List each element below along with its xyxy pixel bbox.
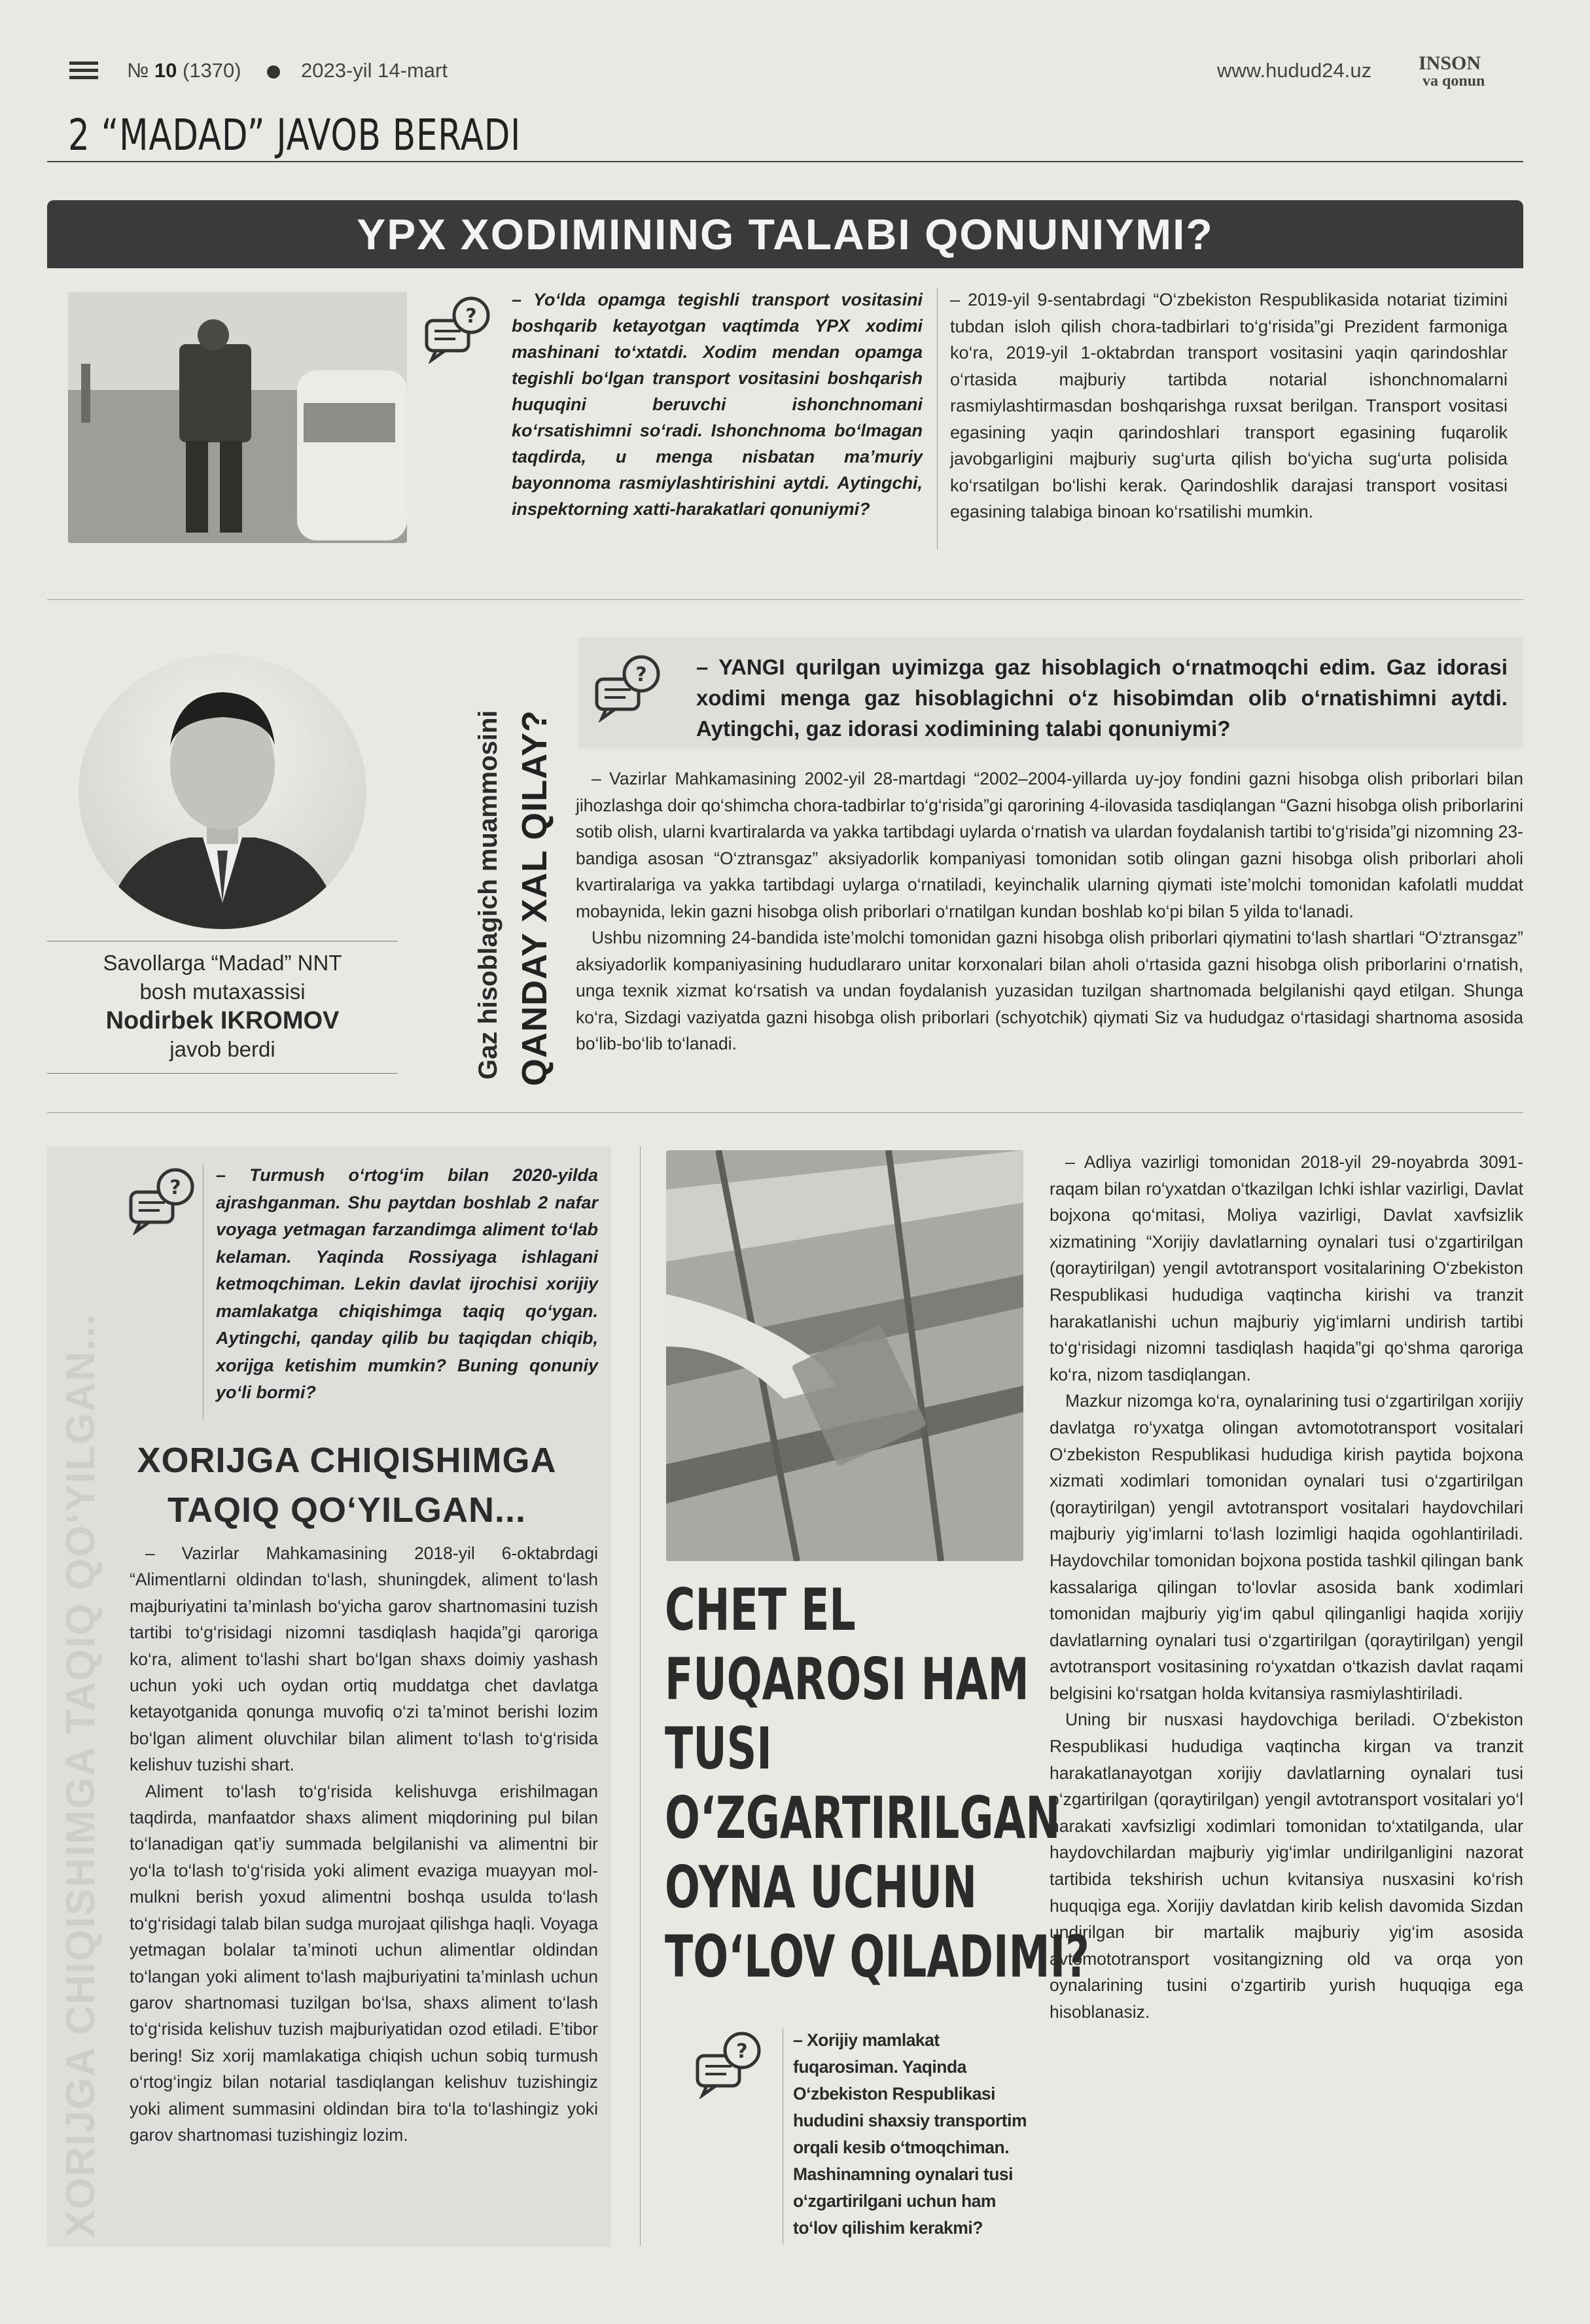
- expert-caption-line2: bosh mutaxassisi: [139, 979, 306, 1004]
- article1-question: – Yo‘lda opamga tegishli transport vositasini boshqarib ketayotgan vaqtimda YPX xodimi mashinani to‘xtatdi. Xodim mendan opamga tegishli bo‘lgan transport vositasini boshqarish huquqini beruvchi ishonchnomani ko‘rsatishimni so‘radi. Ishonchnoma bo‘lmagan taqdirda, u menga nisbatan ma’muriy bayonnoma rasmiylashtirishini aytdi. Aytingchi, inspektorning xatti-harakatlari qonuniymi?: [512, 290, 923, 519]
- svg-text:?: ?: [635, 663, 647, 686]
- expert-caption: [47, 949, 398, 1064]
- article2-answer-p2: Ushbu nizomning 24-bandida iste’molchi tomonidan gazni hisobga olish priborlari qiymatini to‘lash shartlari “O‘ztransgaz” aksiyadorlik kompaniyasining hududlararo unitar korxonalari bilan aholi o‘rtasida gazni hisobga olish priborlarini o‘rnatish, unga texnik xizmat ko‘rsatish va undan foydalanish yuzasidan tuzilgan shartnomada belgilanishi qayd etilgan. Shunga ko‘ra, Sizdagi vaziyatda gazni hisobga olish priborlari (schyotchik) qiymati Siz va hududgaz o‘rtasidagi shartnoma asosida bo‘lib-bo‘lib to‘lanadi.: [576, 928, 1523, 1053]
- article1-answer: – 2019-yil 9-sentabrdagi “O‘zbekiston Respublikasida notariat tizimini tubdan isloh qilish chora-tadbirlari to‘g‘risida”gi Prezident farmoniga ko‘ra, 2019-yil 1-oktabrdan transport vositasini yaqin qarindoshlar o‘rtasida majburiy tartibda notarial ishonchnomalarni rasmiylashtirmasdan boshqarishga ruxsat berilgan. Transport vositasi egasining yaqin qarindoshlari transport egasining fuqarolik javobgarligini majburiy sug‘urta qilish bo‘yicha sug‘urta polisida ko‘rsatilgan bo‘lishi kerak. Qarindoshlik darajasi transport vositasi egasining talabiga binoan ko‘rsatilishi mumkin.: [950, 290, 1508, 521]
- article4-title-line6: TO‘LOV QILADIMI?: [665, 1923, 1089, 1990]
- traffic-police-photo: [68, 292, 407, 543]
- article3-answer-p2: Aliment to‘lash to‘g‘risida kelishuvga erishilmagan taqdirda, manfaatdor shaxs aliment miqdorining pul bilan to‘lanadigan qat’iy summada belgilanishi va alimentni bir yo‘la to‘lash to‘g‘risida yoki aliment evaziga muayyan mol-mulkni berish yoxud alimentni boshqa usulda to‘lash to‘g‘risidagi talab bilan sudga murojaat qilishga haqli. Voyaga yetmagan bolalar ta’minoti uchun alimentlar oldindan to‘langan yoki aliment to‘lash majburiyatini ta’minlash uchun garov shartnomasi tuzilgan bo‘lsa, shaxs aliment to‘lash to‘g‘risida kelishuv tuzish majburiyatidan ozod etiladi. E’tibor bering! Siz xorij mamlakatiga chiqish uchun sobiq turmush o‘rtog‘ingiz bilan notarial tasdiqlangan kelishuv tuzishingiz yoki aliment summasini oldindan bira to‘la to‘lashingiz yoki garov shartnomasi tuzishingiz lozim.: [130, 1781, 598, 2145]
- article4-answer-p3: Uning bir nusxasi haydovchiga beriladi. O‘zbekiston Respublikasi hududiga vaqtincha kirgan va tranzit harakatlanayotgan xorijiy davlatlarning oynalari tusi o‘zgartirilgan (qoraytirilgan) yengil avtotransport vositalari yo‘l harakati xavfsizligi xodimlari tomonidan to‘xtatilganda, ular haydovchilardan majburiy yig‘imlar undirilganligini nazorat tartibida tekshirish uchun kvitansiya nusxasini ko‘rish huquqiga ega. Xorijiy davlatdan kirib kelish davomida Sizdan undirilgan bir martalik majburiy yig‘im asosida avtomototransport vositangizning old va orqa yon oynalarining tusini o‘zgartirib yurish huquqiga ega hisoblanasiz.: [1050, 1710, 1523, 2022]
- issue-number: № 10 (1370): [127, 59, 241, 82]
- bullet-dot-icon: [267, 65, 280, 79]
- article3-answer-p1: – Vazirlar Mahkamasining 2018-yil 6-oktabrdagi “Alimentlarni oldindan to‘lash, shuningdek, aliment to‘lash majburiyatini ta’minlash bo‘yicha garov shartnomasini tuzish tartibi to‘g‘risidagi nizomni tasdiqlash haqida”gi qaroriga ko‘ra, aliment to‘lashi shart bo‘lgan shaxs doimiy yashash uchun yoki uch oydan ortiq muddatga chet davlatga ketayotganida qonunga muvofiq o‘zi ta’minot berishi lozim bo‘lgan aliment oluvchilar bilan aliment to‘lash to‘g‘risida kelishuv tuzishi shart.: [130, 1543, 598, 1775]
- article4-answer: [1050, 1149, 1523, 2026]
- page-section-title: 2 “MADAD” JAVOB BERADI: [68, 110, 521, 160]
- article3-vertical-watermark: XORIJGA CHIQISHIMGA TAQIQ QO‘YILGAN...: [58, 1312, 103, 2238]
- expert-portrait: [79, 654, 366, 929]
- article4-answer-p2: Mazkur nizomga ko‘ra, oynalarining tusi o‘zgartirilgan xorijiy davlatga ro‘yxatga olingan avtomototransport vositalari O‘zbekiston Respublikasi hududiga kirish paytida bojxona xizmati xodimlari tomonidan oynalari tusi o‘zgartirilgan (qoraytirilgan) yengil avtotransport vositalari haydovchilari majburiy yig‘imlarni to‘lash lozimligi haqida ogohlantiriladi. Haydovchilar tomonidan bojxona postida tashkil qilingan bank kassalariga qilingan to‘lovlar asosida bank xodimlari tomonidan majburiy yig‘im qabul qilinganligi haqida xorijiy davlatlarning oynalari tusi o‘zgartirilgan (qoraytirilgan) yengil avtotransport vositasining ro‘yxatdan o‘tkazish davlat raqami belgisini ko‘rsatgan holda kvitansiya rasmiylashtiriladi.: [1050, 1391, 1523, 1703]
- column-divider: [937, 288, 938, 550]
- article4-answer-p1: – Adliya vazirligi tomonidan 2018-yil 29-noyabrda 3091-raqam bilan ro‘yxatdan o‘tkazilgan Ichki ishlar vazirligi, Davlat bojxona qo‘mitasi, Moliya vazirligi, Davlat xavfsizlik xizmatining “Xorijiy davlatlarning oynalari tusi o‘zgartirilgan (qoraytirilgan) yengil avtotransport vositalarining O‘zbekiston Respublikasi hududiga vaqtincha kirishi va tranzit harakatlanishi uchun majburiy yig‘imlarni undirish tartibi to‘g‘risidagi nizomni tasdiqlash haqida”gi qo‘shma qaroriga ko‘ra, nizom tasdiqlangan.: [1050, 1152, 1523, 1384]
- question-bubble-icon: [593, 654, 666, 722]
- article2-answer: [576, 766, 1523, 1057]
- section-divider: [47, 1112, 1523, 1113]
- header-rule: [47, 161, 1523, 162]
- column-divider: [640, 1146, 641, 2245]
- expert-caption-line1: Savollarga “Madad” NNT: [103, 951, 342, 975]
- inson-va-qonun-logo: INSON va qonun: [1419, 52, 1485, 90]
- article3-question: – Turmush o‘rtog‘im bilan 2020-yilda ajrashganman. Shu paytdan boshlab 2 nafar voyaga yetmagan farzandimga aliment to‘lab kelaman. Yaqinda Rossiyaga ishlagani ketmoqchiman. Lekin davlat ijrochisi xorijiy mamlakatga chiqishimga taqiq qo‘ygan. Aytingchi, qanday qilib bu taqiqdan chiqib, xorijga ketishim mumkin? Buning qonuniy yo‘li bormi?: [216, 1165, 598, 1402]
- expert-caption-line4: javob berdi: [169, 1037, 275, 1061]
- question-bubble-icon: [423, 296, 496, 364]
- article4-title-line1: CHET EL: [665, 1576, 856, 1644]
- expert-rule-bottom: [47, 1073, 398, 1074]
- expert-rule: [47, 941, 398, 942]
- article3-title-line2: TAQIQ QO‘YILGAN...: [167, 1490, 526, 1530]
- svg-text:?: ?: [169, 1176, 181, 1199]
- menu-icon: [69, 62, 98, 81]
- article4-title-line4: O‘ZGARTIRILGAN: [665, 1784, 1061, 1852]
- question-bubble-icon: [694, 2031, 767, 2099]
- article4-title: [665, 1576, 1089, 1992]
- article4-title-line3: TUSI: [665, 1715, 772, 1782]
- expert-name: Nodirbek IKROMOV: [105, 1007, 340, 1034]
- article2-answer-p1: – Vazirlar Mahkamasining 2002-yil 28-martdagi “2002–2004-yillarda uy-joy fondini gazni hisobga olish priborlari bilan jihozlashga doir qo‘shimcha chora-tadbirlar to‘g‘risida”gi qarorining 4-ilovasida tasdiqlangan “Gazni hisobga olish priborlarini sotib olish, ularni kvartiralarda va yakka tartibdagi uylarda o‘rnatish va ulardan foydalanish tartibi to‘g‘risida”gi nizomning 23-bandiga asosan “O‘ztransgaz” aksiyadorlik kompaniyasi tomonidan sotib olingan gazni hisobga olish priborlari aholi kvartiralariga va yakka tartibdagi uylarga o‘rnatiladi, keyinchalik ularning qiymati iste’molchi tomonidan kafolatli muddat mobaynida, lekin gazni hisobga olish priborlari o‘rnatilgan kundan boshlab ko‘pi bilan 5 yilda to‘lanadi.: [576, 769, 1523, 921]
- question-bubble-icon: [127, 1167, 200, 1235]
- article3-title: [92, 1435, 602, 1535]
- section-divider: [47, 599, 1523, 600]
- article1-title: YPX XODIMINING TALABI QONUNIYMI?: [47, 200, 1523, 268]
- article2-vertical-title: QANDAY XAL QILAY?: [515, 709, 554, 1086]
- svg-text:?: ?: [465, 305, 477, 328]
- article3-answer: [130, 1540, 598, 2148]
- article4-title-line2: FUQAROSI HAM: [665, 1646, 1029, 1713]
- svg-text:?: ?: [736, 2040, 748, 2063]
- article4-title-line5: OYNA UCHUN: [665, 1854, 978, 1921]
- tinted-window-photo: [666, 1150, 1023, 1561]
- issue-date: 2023-yil 14-mart: [301, 59, 448, 82]
- article2-vertical-subtitle: Gaz hisoblagich muammosini: [474, 710, 503, 1080]
- article2-question: – YANGI qurilgan uyimizga gaz hisoblagich o‘rnatmoqchi edim. Gaz idorasi xodimi menga gaz hisoblagichni o‘z hisobimdan olib o‘rnatishimni aytdi. Aytingchi, gaz idorasi xodimining talabi qonuniymi?: [696, 655, 1508, 741]
- article4-question: – Xorijiy mamlakat fuqarosiman. Yaqinda O‘zbekiston Respublikasi hududini shaxsiy transportim orqali kesib o‘tmoqchiman. Mashinamning oynalari tusi o‘zgartirilgani uchun ham to‘lov qilishim kerakmi?: [793, 2030, 1027, 2238]
- article3-title-line1: XORIJGA CHIQISHIMGA: [137, 1441, 557, 1480]
- website-link[interactable]: www.hudud24.uz: [1217, 59, 1372, 82]
